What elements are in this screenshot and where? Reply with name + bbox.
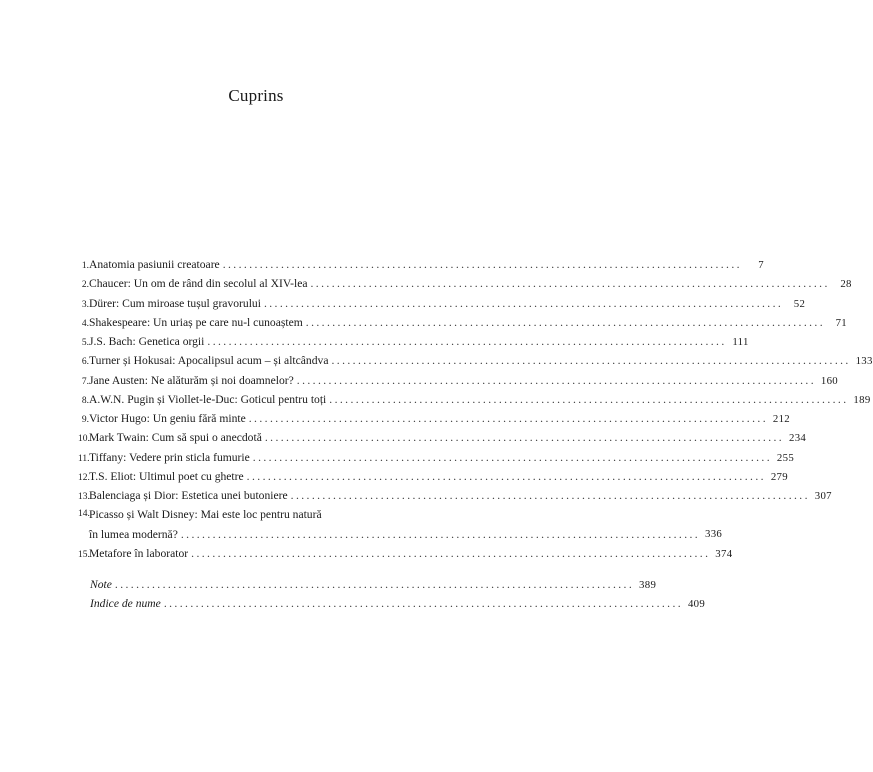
toc-entry-number: 13. [78,492,90,502]
toc-entry-page: 255 [776,451,795,464]
dot-leader: .................................................................................................. [310,277,830,291]
dot-leader: .................................................................................................. [296,373,817,387]
toc-entry [78,428,807,447]
dot-leader: .................................................................................................. [191,546,711,560]
toc-entry [78,351,873,370]
toc-entry-title-line2: în lumea modernă? [89,527,178,541]
toc-entry-page: 212 [772,413,790,425]
toc-entry-page: 307 [814,490,832,502]
toc-entry-title: Note [90,578,112,591]
toc-entry [78,274,852,293]
toc-entry-page: 374 [715,547,733,560]
dot-leader: .................................................................................................. [305,315,826,329]
toc-entry-title: Indice de nume [90,597,161,611]
toc-entry [78,332,749,351]
toc-entry [78,448,795,467]
dot-leader: .................................................................................................. [180,527,701,541]
toc-entry-title: Chaucer: Un om de rând din secolul al XIV-lea [89,277,308,291]
dot-leader: .................................................................................................. [264,431,785,445]
toc-entry-title: Metafore în laborator [89,546,189,560]
toc-entry-title: Victor Hugo: Un geniu fără minte [89,412,246,425]
toc-entry-page: 71 [835,316,848,329]
toc-entry-number: 4. [81,318,89,329]
toc-entry-title: Mark Twain: Cum să spui o anecdotă [89,431,262,445]
toc-entry-title-wrap [89,505,722,544]
toc-entry-number: 9. [81,415,89,425]
toc-entry-title: Jane Austen: Ne alăturăm și noi doamnelor? [89,373,294,387]
toc-entry-number: 15. [78,549,90,560]
dot-leader: .................................................................................................. [222,258,742,271]
toc-entry-title: J.S. Bach: Genetica orgii [89,335,205,348]
toc-entry [78,505,723,544]
toc-entry-number: 3. [81,299,89,310]
dot-leader: .................................................................................................. [252,450,773,464]
toc-entry-number: 10. [78,434,90,445]
toc-entry-page: 133 [855,355,873,368]
toc-entry [78,255,764,274]
toc-entry [78,371,839,390]
toc-entry-number: 6. [81,357,89,368]
toc-entry [78,390,871,409]
toc-entry-page: 189 [853,393,871,406]
dot-leader: .................................................................................................. [331,354,851,368]
dot-leader: .................................................................................................. [263,296,784,310]
toc-entry-title: Balenciaga și Dior: Estetica unei butoniere [89,489,288,502]
toc-entry-number: 7. [81,376,89,387]
toc-entry-title: Turner și Hokusai: Apocalipsul acum – și altcândva [89,354,329,368]
toc-entry-page: 111 [732,336,749,348]
toc-back-matter-entry [78,575,657,594]
toc-entry-page: 28 [840,278,852,291]
toc-entry-title: Shakespeare: Un uriaș pe care nu-l cunoaștem [89,315,303,329]
toc-entry-page: 52 [793,297,806,310]
section-spacer [78,563,430,575]
toc-entry-number: 8. [81,395,89,406]
toc-entry-number: 1. [81,261,89,271]
dot-leader: .................................................................................................. [163,597,684,611]
toc-entry-page: 279 [770,470,788,483]
toc-entry [78,409,790,428]
toc-entry-page: 7 [758,259,764,271]
toc-entry-number: 5. [81,338,89,348]
toc-entry [78,544,733,563]
table-of-contents [78,255,873,614]
toc-entry-title-line1: Picasso și Walt Disney: Mai este loc pentru natură [89,508,322,522]
toc-back-matter-entry [78,594,706,613]
toc-entry-title: Dürer: Cum miroase tușul gravorului [89,296,261,310]
page-title: Cuprins [228,86,284,105]
dot-leader: .................................................................................................. [207,335,727,348]
toc-entry [78,486,832,505]
toc-entry-number: 14. [78,509,90,520]
toc-entry-title: T.S. Eliot: Ultimul poet cu ghetre [89,469,244,483]
dot-leader: .................................................................................................. [248,412,768,425]
dot-leader: .................................................................................................. [290,489,810,502]
toc-entry-number: 2. [81,280,89,291]
toc-entry-title-line2-row [89,525,722,544]
dot-leader: .................................................................................................. [329,392,849,406]
toc-entry-page: 336 [705,527,723,540]
dot-leader: .................................................................................................. [114,578,635,591]
toc-entry-page: 409 [687,598,706,611]
toc-entry [78,294,806,313]
toc-entry-page: 389 [639,579,657,591]
toc-entry-page: 234 [789,432,807,445]
toc-entry-title: Tiffany: Vedere prin sticla fumurie [89,450,250,464]
toc-entry-title: Anatomia pasiunii creatoare [89,258,220,271]
toc-entry [78,313,848,332]
dot-leader: .................................................................................................. [246,469,766,483]
toc-entry-number: 11. [78,453,90,464]
toc-entry [78,467,788,486]
toc-entry-page: 160 [820,374,839,387]
toc-entry-title: A.W.N. Pugin și Viollet-le-Duc: Goticul pentru toți [89,392,327,406]
toc-entry-number: 12. [78,472,90,483]
